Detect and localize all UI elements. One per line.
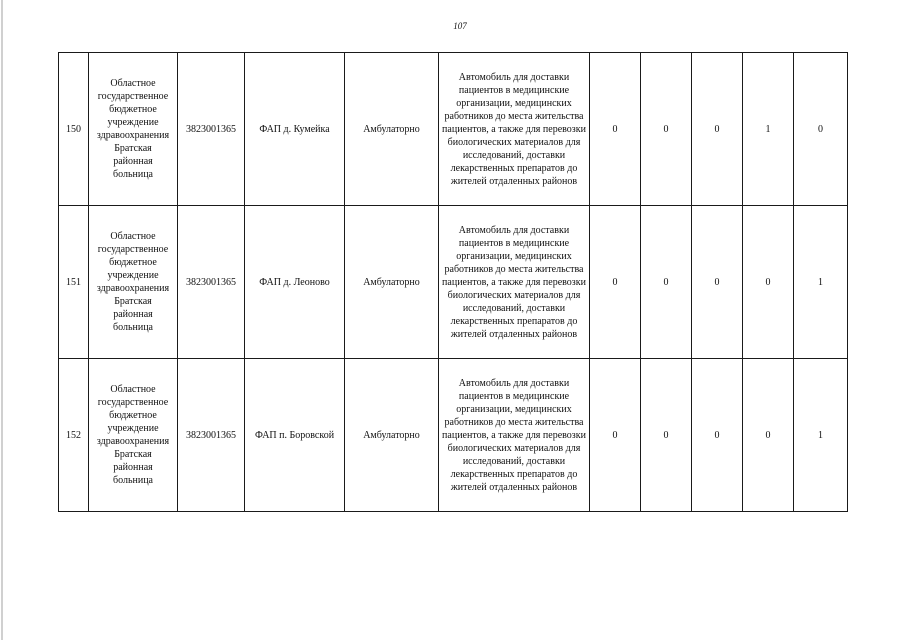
facility-name: ФАП д. Леоново [245,206,345,359]
vehicle-purpose: Автомобиль для доставки пациентов в медицинские организации, медицинских работников до места жительства пациентов, а также для перевозки биологических материалов для исследований, доставки лекарственных препаратов до жителей отдаленных районов [439,206,590,359]
row-number: 150 [59,53,89,206]
inn-code: 3823001365 [178,206,245,359]
value-cell: 0 [692,359,743,512]
page-number: 107 [453,21,467,31]
value-cell: 1 [743,53,794,206]
vehicle-allocation-table [58,52,848,512]
value-cell: 1 [794,359,848,512]
table-row [59,53,848,206]
row-number: 151 [59,206,89,359]
care-type: Амбулаторно [345,206,439,359]
value-cell: 1 [794,206,848,359]
vehicle-purpose: Автомобиль для доставки пациентов в медицинские организации, медицинских работников до места жительства пациентов, а также для перевозки биологических материалов для исследований, доставки лекарственных препаратов до жителей отдаленных районов [439,53,590,206]
value-cell: 0 [590,53,641,206]
care-type: Амбулаторно [345,359,439,512]
value-cell: 0 [743,359,794,512]
facility-name: ФАП п. Боровской [245,359,345,512]
value-cell: 0 [641,53,692,206]
value-cell: 0 [692,53,743,206]
value-cell: 0 [590,359,641,512]
inn-code: 3823001365 [178,359,245,512]
row-number: 152 [59,359,89,512]
vehicle-purpose: Автомобиль для доставки пациентов в медицинские организации, медицинских работников до места жительства пациентов, а также для перевозки биологических материалов для исследований, доставки лекарственных препаратов до жителей отдаленных районов [439,359,590,512]
facility-name: ФАП д. Кумейка [245,53,345,206]
value-cell: 0 [641,359,692,512]
organization-name: Областное государственное бюджетное учреждение здравоохранения Братская районная больница [89,53,178,206]
value-cell: 0 [743,206,794,359]
table-row [59,359,848,512]
organization-name: Областное государственное бюджетное учреждение здравоохранения Братская районная больница [89,206,178,359]
value-cell: 0 [590,206,641,359]
value-cell: 0 [692,206,743,359]
organization-name: Областное государственное бюджетное учреждение здравоохранения Братская районная больница [89,359,178,512]
table-row [59,206,848,359]
care-type: Амбулаторно [345,53,439,206]
scan-edge-line [1,0,3,640]
value-cell: 0 [794,53,848,206]
inn-code: 3823001365 [178,53,245,206]
value-cell: 0 [641,206,692,359]
